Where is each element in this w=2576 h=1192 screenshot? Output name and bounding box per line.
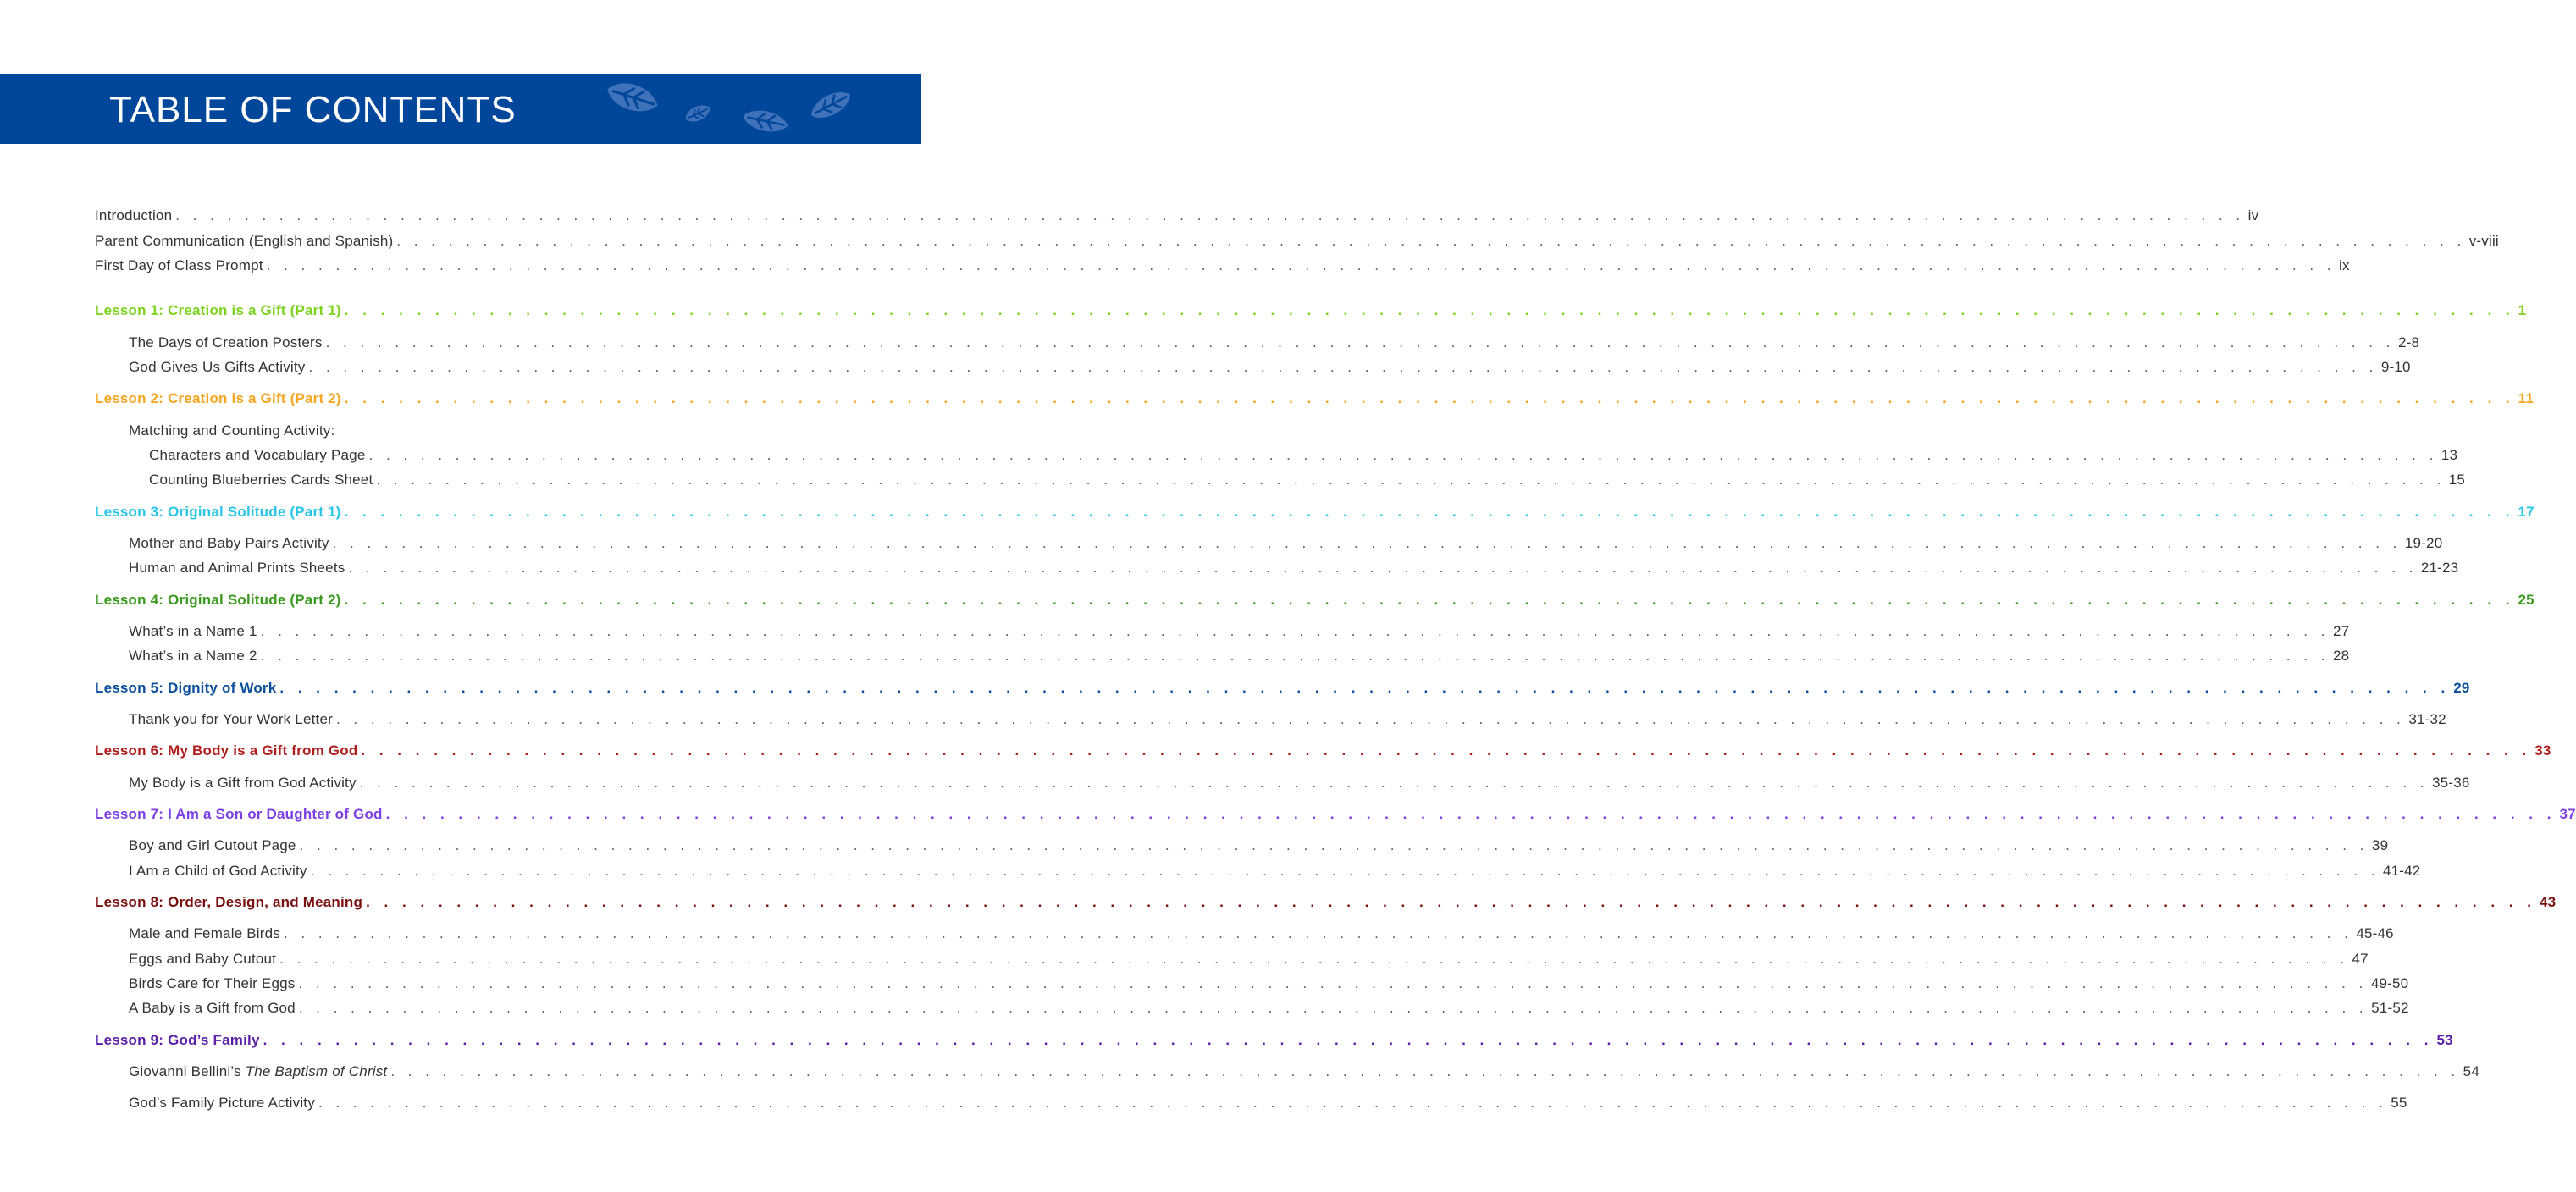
- toc-entry-title: Eggs and Baby Cutout: [129, 951, 277, 967]
- toc-entry-title: A Baby is a Gift from God: [129, 1000, 296, 1016]
- toc-entry-title: Lesson 5: Dignity of Work: [95, 680, 277, 696]
- toc-entry-title: My Body is a Gift from God Activity: [129, 775, 357, 791]
- dot-leader: . . . . . . . . . . . . . . . . . . . . . . . . . . . . . . . . . . . . . . . . . . . . . . . . . . . . . . . . . . . . . . . . . . . . . . . . . . . . . . . . . . . . . . . . . . . . . . . . . . . . . . . . . . . . . . . . . . . . . . . .: [263, 1032, 2434, 1048]
- toc-entry-page: 17: [2518, 504, 2535, 520]
- dot-leader: . . . . . . . . . . . . . . . . . . . . . . . . . . . . . . . . . . . . . . . . . . . . . . . . . . . . . . . . . . . . . . . . . . . . . . . . . . . . . . . . . . . . . . . . . . . . . . . . . . . . . . . . . . . . . . . . . . . . . . . .: [175, 207, 2245, 224]
- dot-leader: . . . . . . . . . . . . . . . . . . . . . . . . . . . . . . . . . . . . . . . . . . . . . . . . . . . . . . . . . . . . . . . . . . . . . . . . . . . . . . . . . . . . . . . . . . . . . . . . . . . . . . . . . . . . . . . . . . . . . . . .: [376, 472, 2446, 488]
- leaf-icon: [806, 88, 855, 122]
- toc-lesson-entry: [95, 389, 2535, 409]
- toc-entry: [129, 621, 2350, 642]
- toc-entry-page: 31-32: [2408, 711, 2446, 727]
- toc-entry-page: 41-42: [2382, 863, 2421, 879]
- toc-entry-page: 15: [2448, 472, 2466, 488]
- toc-entry-title: Male and Female Birds: [129, 925, 280, 941]
- toc-entry-page: 35-36: [2432, 775, 2470, 791]
- toc-entry-page: 29: [2453, 680, 2470, 696]
- dot-leader: . . . . . . . . . . . . . . . . . . . . . . . . . . . . . . . . . . . . . . . . . . . . . . . . . . . . . . . . . . . . . . . . . . . . . . . . . . . . . . . . . . . . . . . . . . . . . . . . . . . . . . . . . . . . . . . . . . . . . . . .: [335, 711, 2406, 727]
- toc-entry-page: 28: [2332, 648, 2350, 664]
- toc-entry-title: Matching and Counting Activity:: [129, 422, 335, 439]
- toc-entry: [129, 974, 2409, 994]
- toc-entry-page: 55: [2391, 1095, 2407, 1111]
- toc-lesson-entry: [95, 1030, 2453, 1051]
- toc-lesson-entry: [95, 741, 2551, 761]
- toc-entry: [129, 949, 2369, 969]
- leaf-icon: [603, 78, 662, 117]
- toc-entry-title: Boy and Girl Cutout Page: [129, 837, 296, 853]
- toc-entry-page: 33: [2535, 742, 2551, 759]
- toc-entry: [149, 470, 2466, 490]
- toc-entry-page: 9-10: [2380, 359, 2411, 375]
- dot-leader: . . . . . . . . . . . . . . . . . . . . . . . . . . . . . . . . . . . . . . . . . . . . . . . . . . . . . . . . . . . . . . . . . . . . . . . . . . . . . . . . . . . . . . . . . . . . . . . . . . . . . . . . . . . . . . . . . . . . . . . .: [361, 742, 2532, 759]
- dot-leader: . . . . . . . . . . . . . . . . . . . . . . . . . . . . . . . . . . . . . . . . . . . . . . . . . . . . . . . . . . . . . . . . . . . . . . . . . . . . . . . . . . . . . . . . . . . . . . . . . . . . . . . . . . . . . . . . . . . . . . . .: [359, 775, 2430, 791]
- toc-entry-title: Parent Communication (English and Spanish): [95, 233, 394, 249]
- toc-entry: [149, 445, 2458, 466]
- toc-entry: [129, 558, 2459, 578]
- toc-entry-title-italic: The Baptism of Christ: [245, 1063, 388, 1079]
- toc-entry-title: Characters and Vocabulary Page: [149, 447, 366, 463]
- dot-leader: . . . . . . . . . . . . . . . . . . . . . . . . . . . . . . . . . . . . . . . . . . . . . . . . . . . . . . . . . . . . . . . . . . . . . . . . . . . . . . . . . . . . . . . . . . . . . . . . . . . . . . . . . . . . . . . . . . . . . . . .: [299, 837, 2369, 853]
- header-band: [0, 74, 921, 144]
- toc-entry: [129, 836, 2389, 856]
- dot-leader: . . . . . . . . . . . . . . . . . . . . . . . . . . . . . . . . . . . . . . . . . . . . . . . . . . . . . . . . . . . . . . . . . . . . . . . . . . . . . . . . . . . . . . . . . . . . . . . . . . . . . . . . . . . . . . . . . . . . . . . .: [344, 302, 2515, 318]
- toc-entry-page: ix: [2339, 257, 2350, 273]
- toc-entry-page: 25: [2518, 592, 2535, 608]
- dot-leader: . . . . . . . . . . . . . . . . . . . . . . . . . . . . . . . . . . . . . . . . . . . . . . . . . . . . . . . . . . . . . . . . . . . . . . . . . . . . . . . . . . . . . . . . . . . . . . . . . . . . . . . . . . . . . . . . . . . . . . . .: [396, 233, 2466, 249]
- toc-entry-title: Lesson 9: God’s Family: [95, 1032, 260, 1048]
- toc-entry-page: 43: [2539, 894, 2557, 910]
- toc-lesson-entry: [95, 502, 2535, 522]
- toc-entry: [129, 357, 2411, 378]
- toc-entry: [129, 421, 826, 441]
- toc-entry-title: Lesson 6: My Body is a Gift from God: [95, 742, 358, 759]
- toc-entry-page: 49-50: [2370, 975, 2409, 991]
- dot-leader: . . . . . . . . . . . . . . . . . . . . . . . . . . . . . . . . . . . . . . . . . . . . . . . . . . . . . . . . . . . . . . . . . . . . . . . . . . . . . . . . . . . . . . . . . . . . . . . . . . . . . . . . . . . . . . . . . . . . . . . .: [390, 1063, 2460, 1079]
- dot-leader: . . . . . . . . . . . . . . . . . . . . . . . . . . . . . . . . . . . . . . . . . . . . . . . . . . . . . . . . . . . . . . . . . . . . . . . . . . . . . . . . . . . . . . . . . . . . . . . . . . . . . . . . . . . . . . . . . . . . . . . .: [344, 504, 2515, 520]
- leaf-icon: [683, 102, 713, 125]
- toc-entry-page: 53: [2436, 1032, 2453, 1048]
- toc-entry: [95, 206, 2259, 226]
- dot-leader: . . . . . . . . . . . . . . . . . . . . . . . . . . . . . . . . . . . . . . . . . . . . . . . . . . . . . . . . . . . . . . . . . . . . . . . . . . . . . . . . . . . . . . . . . . . . . . . . . . . . . . . . . . . . . . . . . . . . . . . .: [368, 447, 2438, 463]
- toc-entry: [129, 646, 2350, 666]
- toc-entry: [129, 1093, 2407, 1113]
- toc-entry-page: 11: [2518, 390, 2535, 406]
- toc-entry: [129, 709, 2446, 730]
- toc-entry-title: I Am a Child of God Activity: [129, 863, 307, 879]
- toc-entry-page: 19-20: [2404, 535, 2443, 551]
- toc-entry-title: Birds Care for Their Eggs: [129, 975, 296, 991]
- toc-entry-title: Lesson 3: Original Solitude (Part 1): [95, 504, 341, 520]
- toc-entry: [129, 924, 2394, 944]
- dot-leader: . . . . . . . . . . . . . . . . . . . . . . . . . . . . . . . . . . . . . . . . . . . . . . . . . . . . . . . . . . . . . . . . . . . . . . . . . . . . . . . . . . . . . . . . . . . . . . . . . . . . . . . . . . . . . . . . . . . . . . . .: [366, 894, 2536, 910]
- dot-leader: . . . . . . . . . . . . . . . . . . . . . . . . . . . . . . . . . . . . . . . . . . . . . . . . . . . . . . . . . . . . . . . . . . . . . . . . . . . . . . . . . . . . . . . . . . . . . . . . . . . . . . . . . . . . . . . . . . . . . . . .: [348, 560, 2418, 576]
- toc-entry: [95, 231, 2499, 251]
- toc-entry: [129, 333, 2420, 353]
- page-title: TABLE OF CONTENTS: [109, 89, 517, 130]
- toc-entry: [129, 998, 2409, 1018]
- toc-entry-title: First Day of Class Prompt: [95, 257, 263, 273]
- toc-entry-title: What’s in a Name 2: [129, 648, 257, 664]
- toc-entry-page: 37: [2559, 806, 2576, 822]
- dot-leader: . . . . . . . . . . . . . . . . . . . . . . . . . . . . . . . . . . . . . . . . . . . . . . . . . . . . . . . . . . . . . . . . . . . . . . . . . . . . . . . . . . . . . . . . . . . . . . . . . . . . . . . . . . . . . . . . . . . . . . . .: [332, 535, 2402, 551]
- toc-lesson-entry: [95, 301, 2527, 321]
- toc-entry-page: 51-52: [2371, 1000, 2409, 1016]
- dot-leader: . . . . . . . . . . . . . . . . . . . . . . . . . . . . . . . . . . . . . . . . . . . . . . . . . . . . . . . . . . . . . . . . . . . . . . . . . . . . . . . . . . . . . . . . . . . . . . . . . . . . . . . . . . . . . . . . . . . . . . . .: [279, 680, 2451, 696]
- toc-entry-page: 45-46: [2356, 925, 2394, 941]
- toc-entry-title: Introduction: [95, 207, 173, 224]
- toc-entry-page: iv: [2247, 207, 2259, 224]
- toc-entry-page: 21-23: [2420, 560, 2459, 576]
- dot-leader: . . . . . . . . . . . . . . . . . . . . . . . . . . . . . . . . . . . . . . . . . . . . . . . . . . . . . . . . . . . . . . . . . . . . . . . . . . . . . . . . . . . . . . . . . . . . . . . . . . . . . . . . . . . . . . . . . . . . . . . .: [318, 1095, 2388, 1111]
- toc-entry-page: 27: [2332, 623, 2350, 639]
- toc-entry-page: 1: [2518, 302, 2527, 318]
- toc-entry-title: Mother and Baby Pairs Activity: [129, 535, 329, 551]
- toc-entry: [129, 861, 2421, 881]
- toc-entry-title: God’s Family Picture Activity: [129, 1095, 315, 1111]
- toc-entry-page: 2-8: [2397, 334, 2420, 350]
- toc-entry-page: 39: [2371, 837, 2389, 853]
- toc-entry: [129, 1062, 2479, 1082]
- toc-entry: [129, 773, 2470, 793]
- toc-entry-page: 47: [2352, 951, 2369, 967]
- toc-entry-title: Giovanni Bellini’s The Baptism of Christ: [129, 1063, 388, 1079]
- toc-lesson-entry: [95, 678, 2470, 698]
- dot-leader: . . . . . . . . . . . . . . . . . . . . . . . . . . . . . . . . . . . . . . . . . . . . . . . . . . . . . . . . . . . . . . . . . . . . . . . . . . . . . . . . . . . . . . . . . . . . . . . . . . . . . . . . . . . . . . . . . . . . . . . .: [344, 592, 2515, 608]
- toc-entry: [95, 256, 2350, 276]
- dot-leader: . . . . . . . . . . . . . . . . . . . . . . . . . . . . . . . . . . . . . . . . . . . . . . . . . . . . . . . . . . . . . . . . . . . . . . . . . . . . . . . . . . . . . . . . . . . . . . . . . . . . . . . . . . . . . . . . . . . . . . . .: [266, 257, 2336, 273]
- toc-entry-title: Lesson 7: I Am a Son or Daughter of God: [95, 806, 383, 822]
- toc-entry-title: Counting Blueberries Cards Sheet: [149, 472, 373, 488]
- toc-lesson-entry: [95, 892, 2557, 913]
- leaf-icon: [740, 105, 791, 137]
- toc-lesson-entry: [95, 590, 2535, 610]
- toc-entry-page: 13: [2441, 447, 2458, 463]
- toc-entry-title: Thank you for Your Work Letter: [129, 711, 333, 727]
- dot-leader: . . . . . . . . . . . . . . . . . . . . . . . . . . . . . . . . . . . . . . . . . . . . . . . . . . . . . . . . . . . . . . . . . . . . . . . . . . . . . . . . . . . . . . . . . . . . . . . . . . . . . . . . . . . . . . . . . . . . . . . .: [325, 334, 2395, 350]
- dot-leader: . . . . . . . . . . . . . . . . . . . . . . . . . . . . . . . . . . . . . . . . . . . . . . . . . . . . . . . . . . . . . . . . . . . . . . . . . . . . . . . . . . . . . . . . . . . . . . . . . . . . . . . . . . . . . . . . . . . . . . . .: [279, 951, 2349, 967]
- toc-entry-title: Lesson 1: Creation is a Gift (Part 1): [95, 302, 341, 318]
- toc-entry-page: v-viii: [2468, 233, 2499, 249]
- toc-entry-title: Lesson 4: Original Solitude (Part 2): [95, 592, 341, 608]
- dot-leader: . . . . . . . . . . . . . . . . . . . . . . . . . . . . . . . . . . . . . . . . . . . . . . . . . . . . . . . . . . . . . . . . . . . . . . . . . . . . . . . . . . . . . . . . . . . . . . . . . . . . . . . . . . . . . . . . . . . . . . . .: [260, 648, 2330, 664]
- toc-entry-title: God Gives Us Gifts Activity: [129, 359, 306, 375]
- toc-entry-title: What’s in a Name 1: [129, 623, 257, 639]
- dot-leader: . . . . . . . . . . . . . . . . . . . . . . . . . . . . . . . . . . . . . . . . . . . . . . . . . . . . . . . . . . . . . . . . . . . . . . . . . . . . . . . . . . . . . . . . . . . . . . . . . . . . . . . . . . . . . . . . . . . . . . . .: [260, 623, 2330, 639]
- dot-leader: . . . . . . . . . . . . . . . . . . . . . . . . . . . . . . . . . . . . . . . . . . . . . . . . . . . . . . . . . . . . . . . . . . . . . . . . . . . . . . . . . . . . . . . . . . . . . . . . . . . . . . . . . . . . . . . . . . . . . . . .: [298, 1000, 2369, 1016]
- dot-leader: . . . . . . . . . . . . . . . . . . . . . . . . . . . . . . . . . . . . . . . . . . . . . . . . . . . . . . . . . . . . . . . . . . . . . . . . . . . . . . . . . . . . . . . . . . . . . . . . . . . . . . . . . . . . . . . . . . . . . . . .: [284, 925, 2353, 941]
- dot-leader: . . . . . . . . . . . . . . . . . . . . . . . . . . . . . . . . . . . . . . . . . . . . . . . . . . . . . . . . . . . . . . . . . . . . . . . . . . . . . . . . . . . . . . . . . . . . . . . . . . . . . . . . . . . . . . . . . . . . . . . .: [310, 863, 2380, 879]
- dot-leader: . . . . . . . . . . . . . . . . . . . . . . . . . . . . . . . . . . . . . . . . . . . . . . . . . . . . . . . . . . . . . . . . . . . . . . . . . . . . . . . . . . . . . . . . . . . . . . . . . . . . . . . . . . . . . . . . . . . . . . . .: [385, 806, 2557, 822]
- toc-entry-title: The Days of Creation Posters: [129, 334, 323, 350]
- toc-lesson-entry: [95, 804, 2576, 825]
- toc-entry-title: Human and Animal Prints Sheets: [129, 560, 345, 576]
- toc-entry-page: 54: [2463, 1063, 2479, 1079]
- toc-entry-title: Lesson 8: Order, Design, and Meaning: [95, 894, 363, 910]
- dot-leader: . . . . . . . . . . . . . . . . . . . . . . . . . . . . . . . . . . . . . . . . . . . . . . . . . . . . . . . . . . . . . . . . . . . . . . . . . . . . . . . . . . . . . . . . . . . . . . . . . . . . . . . . . . . . . . . . . . . . . . . .: [344, 390, 2515, 406]
- dot-leader: . . . . . . . . . . . . . . . . . . . . . . . . . . . . . . . . . . . . . . . . . . . . . . . . . . . . . . . . . . . . . . . . . . . . . . . . . . . . . . . . . . . . . . . . . . . . . . . . . . . . . . . . . . . . . . . . . . . . . . . .: [308, 359, 2378, 375]
- toc-entry-title: Lesson 2: Creation is a Gift (Part 2): [95, 390, 341, 406]
- dot-leader: . . . . . . . . . . . . . . . . . . . . . . . . . . . . . . . . . . . . . . . . . . . . . . . . . . . . . . . . . . . . . . . . . . . . . . . . . . . . . . . . . . . . . . . . . . . . . . . . . . . . . . . . . . . . . . . . . . . . . . . .: [298, 975, 2368, 991]
- toc-entry: [129, 533, 2443, 554]
